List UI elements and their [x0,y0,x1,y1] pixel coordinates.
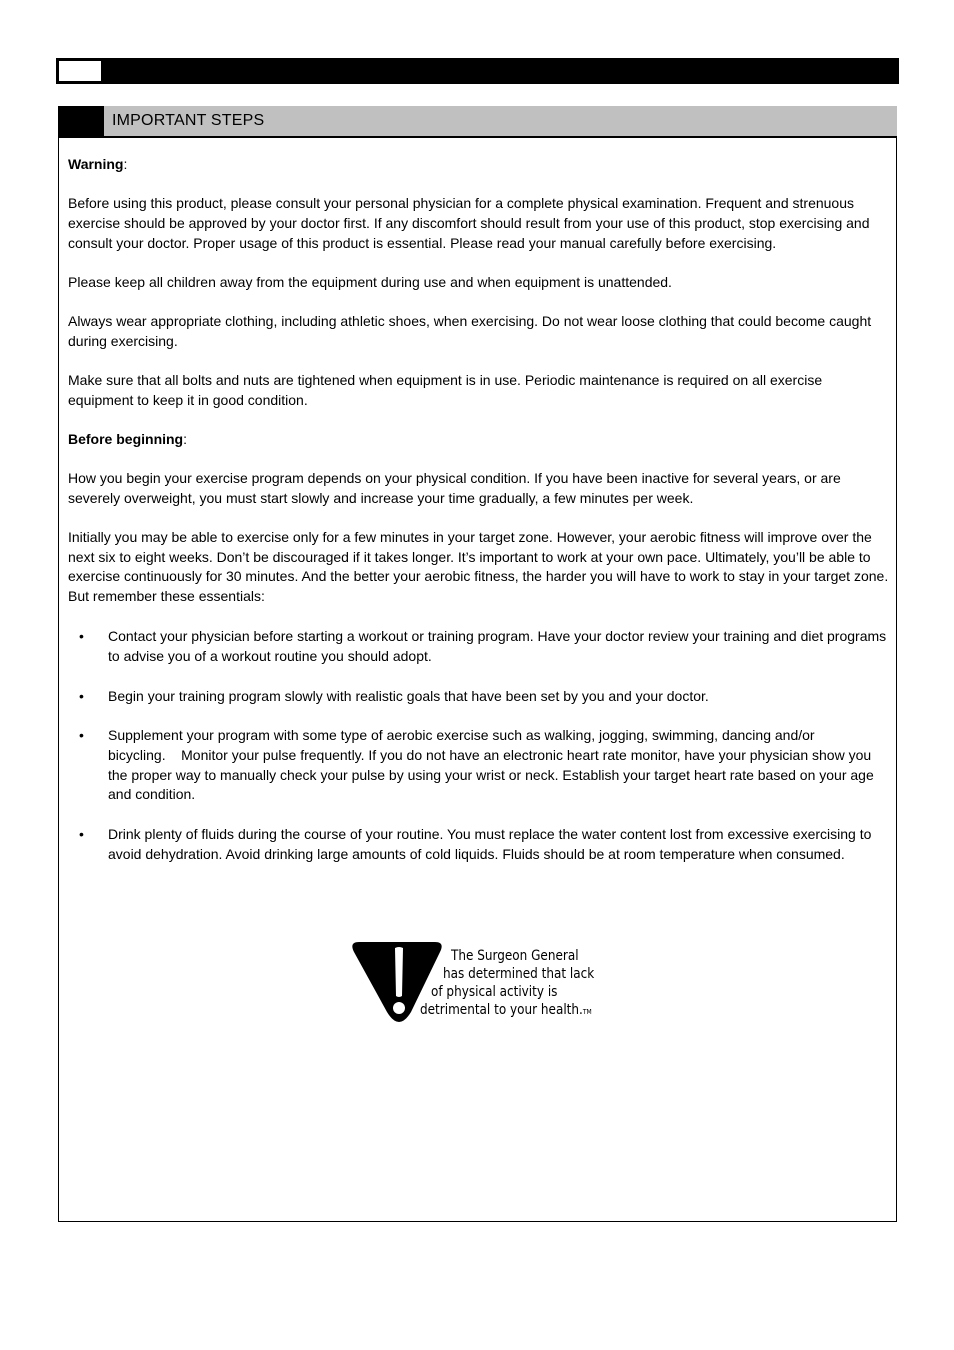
list-item-text: Contact your physician before starting a workout or training program. Have your doctor review your training and diet programs to advise you of a workout routine you should adopt. [108,628,887,664]
list-item [79,627,890,666]
list-item-text: Supplement your program with some type of aerobic exercise such as walking, jogging, swimming, dancing and/or bicycling. Monitor your pulse frequently. If you do not have an electronic heart rate monitor, have your physician show you the proper way to manually check your pulse by using your wrist or neck. Establish your target heart rate based on your age and condition. [108,727,874,803]
page-number-box [59,61,101,81]
bullet-icon: • [79,826,84,843]
warning-paragraph: Before using this product, please consult your personal physician for a complete physical examination. Frequent and strenuous exercise should be approved by your doctor first. If any discomfort should result from your use of this product, stop exercising and consult your doctor. Proper usage of this product is essential. Please read your manual carefully before exercising. [68,195,870,251]
surgeon-general-notice [351,940,611,1026]
page-header-bar [56,58,899,84]
list-item [79,687,890,707]
bullet-icon: • [79,727,84,744]
warning-label: Warning [68,156,124,172]
bullet-icon: • [79,628,84,645]
list-item-text: Drink plenty of fluids during the course of your routine. You must replace the water content lost from excessive exercising to avoid dehydration. Avoid drinking large amounts of cold liquids. Fluids should be at room temperature when consumed. [108,826,872,862]
before-beginning-colon: : [183,430,188,447]
warning-paragraph: Make sure that all bolts and nuts are tightened when equipment is in use. Periodic maintenance is required on all exercise equipment to keep it in good condition. [68,371,823,408]
list-item-text: Begin your training program slowly with realistic goals that have been set by you and your doctor. [108,687,709,704]
warning-colon: : [123,156,128,172]
warning-paragraph: Always wear appropriate clothing, including athletic shoes, when exercising. Do not wear loose clothing that could become caught during exercising. [68,313,872,349]
notice-line-1: The Surgeon General [451,948,579,964]
warning-paragraph: Please keep all children away from the equipment during use and when equipment is unattended. [68,273,672,290]
warning-heading [68,155,890,175]
section-title: IMPORTANT STEPS [112,112,265,129]
before-beginning-heading [68,430,890,450]
before-beginning-paragraph: Initially you may be able to exercise only for a few minutes in your target zone. However, your aerobic fitness will improve over the next six to eight weeks. Don’t be discouraged if it takes longer. It’s important to work at your own pace. Ultimately, you’ll be able to exercise continuously for 30 minutes. And the better your aerobic fitness, the harder you will have to work to stay in your target zone. But remember these essentials: [68,528,889,605]
content-box [58,136,897,1222]
list-item [79,825,890,864]
notice-line-4 [420,1001,592,1021]
notice-line-2: has determined that lack [443,966,595,982]
bullet-icon: • [79,687,84,704]
section-header-marker [58,106,104,136]
notice-line-4-text: detrimental to your health. [420,1002,583,1018]
trademark-mark: TM [582,1008,592,1016]
before-beginning-paragraph: How you begin your exercise program depends on your physical condition. If you have been inactive for several years, or are severely overweight, you must start slowly and increase your time gradually, a few minutes per week. [68,470,841,506]
list-item [79,726,890,805]
section-header [58,106,897,138]
content-body [68,155,890,885]
before-beginning-label: Before beginning [68,430,184,447]
notice-line-3: of physical activity is [431,984,558,1000]
essentials-list [68,627,890,864]
